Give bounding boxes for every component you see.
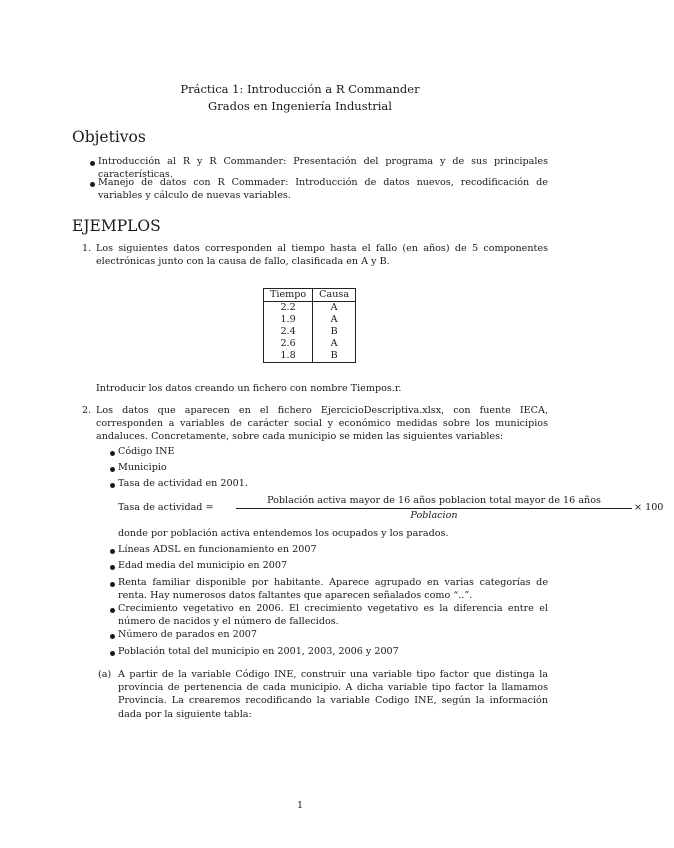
- objetivo-item: Manejo de datos con R Commader: Introducción de datos nuevos, recodificación de variables y cálculo de nuevas variables.: [98, 177, 548, 202]
- example-text: Los siguientes datos corresponden al tiempo hasta el fallo (en años) de 5 componentes electrónicas junto con la causa de fallo, clasificada en A y B.: [96, 243, 548, 268]
- bullet: [110, 634, 115, 639]
- variable-item: Crecimiento vegetativo en 2006. El crecimiento vegetativo es la diferencia entre el número de nacidos y el número de fallecidos.: [118, 603, 548, 628]
- example-text: Los datos que aparecen en el fichero EjercicioDescriptiva.xlsx, con fuente IECA, corresponden a variables de carácter social y económico medidas sobre los municipios andaluces. Concretamente, sobre cada municipio se miden las siguientes variables:: [96, 405, 548, 443]
- document-title: Práctica 1: Introducción a R Commander: [180, 82, 420, 96]
- bullet: [110, 451, 115, 456]
- section-heading-objetivos: Objetivos: [72, 128, 146, 146]
- bullet: [110, 608, 115, 613]
- bullet: [110, 549, 115, 554]
- formula-rhs: × 100: [634, 502, 664, 513]
- bullet: [110, 582, 115, 587]
- activity-rate-formula: [118, 495, 664, 521]
- variable-item: Municipio: [118, 462, 167, 473]
- table-cell: 1.9: [264, 314, 313, 326]
- list-number: 2.: [82, 405, 92, 416]
- table-cell: 2.6: [264, 338, 313, 350]
- formula-fraction: [236, 495, 632, 522]
- bullet: [90, 161, 95, 166]
- table-cell: A: [313, 338, 356, 350]
- table-row: [264, 314, 356, 326]
- table-row: [264, 326, 356, 338]
- bullet: [110, 565, 115, 570]
- table-cell: A: [313, 314, 356, 326]
- fraction-bar: [236, 508, 632, 509]
- bullet: [110, 467, 115, 472]
- variable-item: Código INE: [118, 446, 175, 457]
- variable-item: Número de parados en 2007: [118, 629, 258, 640]
- variable-item: Población total del municipio en 2001, 2003, 2006 y 2007: [118, 646, 399, 657]
- table-cell: 2.2: [264, 302, 313, 315]
- bullet: [90, 182, 95, 187]
- table-header: Causa: [313, 289, 356, 302]
- table-row: [264, 302, 356, 315]
- table-cell: 1.8: [264, 350, 313, 363]
- table-cell: B: [313, 350, 356, 363]
- page-number: 1: [296, 800, 304, 811]
- variable-item: Líneas ADSL en funcionamiento en 2007: [118, 544, 317, 555]
- example-instruction: Introducir los datos creando un fichero con nombre Tiempos.r.: [96, 383, 402, 394]
- variable-item: Edad media del municipio en 2007: [118, 560, 288, 571]
- table-cell: B: [313, 326, 356, 338]
- table-cell: 2.4: [264, 326, 313, 338]
- objetivo-item: Introducción al R y R Commander: Presentación del programa y de sus principales características.: [98, 156, 548, 181]
- formula-denominator: Poblacion: [410, 510, 458, 521]
- document-subtitle: Grados en Ingeniería Industrial: [208, 99, 392, 113]
- sublist-label: (a): [98, 669, 112, 680]
- table-cell: A: [313, 302, 356, 315]
- table-header-row: [264, 289, 356, 302]
- variable-item: Renta familiar disponible por habitante. Aparece agrupado en varias categorías de renta. Hay numerosos datos faltantes que aparecen señalados como “..”.: [118, 577, 548, 602]
- formula-lhs: Tasa de actividad =: [118, 502, 214, 513]
- bullet: [110, 483, 115, 488]
- data-table: [263, 288, 356, 363]
- formula-note: donde por población activa entendemos los ocupados y los parados.: [118, 528, 449, 539]
- table-header: Tiempo: [264, 289, 313, 302]
- formula-numerator: Población activa mayor de 16 años poblacion total mayor de 16 años: [267, 495, 601, 506]
- variable-item: Tasa de actividad en 2001.: [118, 478, 248, 489]
- table-row: [264, 350, 356, 363]
- subitem-text: A partir de la variable Código INE, construir una variable tipo factor que distinga la provincia de pertenencia de cada municipio. A dicha variable tipo factor la llamamos Provincia. La crearemos recodificando la variable Codigo INE, según la información dada por la siguiente tabla:: [118, 669, 548, 720]
- section-heading-ejemplos: EJEMPLOS: [72, 217, 161, 235]
- table-row: [264, 338, 356, 350]
- list-number: 1.: [82, 243, 92, 254]
- bullet: [110, 651, 115, 656]
